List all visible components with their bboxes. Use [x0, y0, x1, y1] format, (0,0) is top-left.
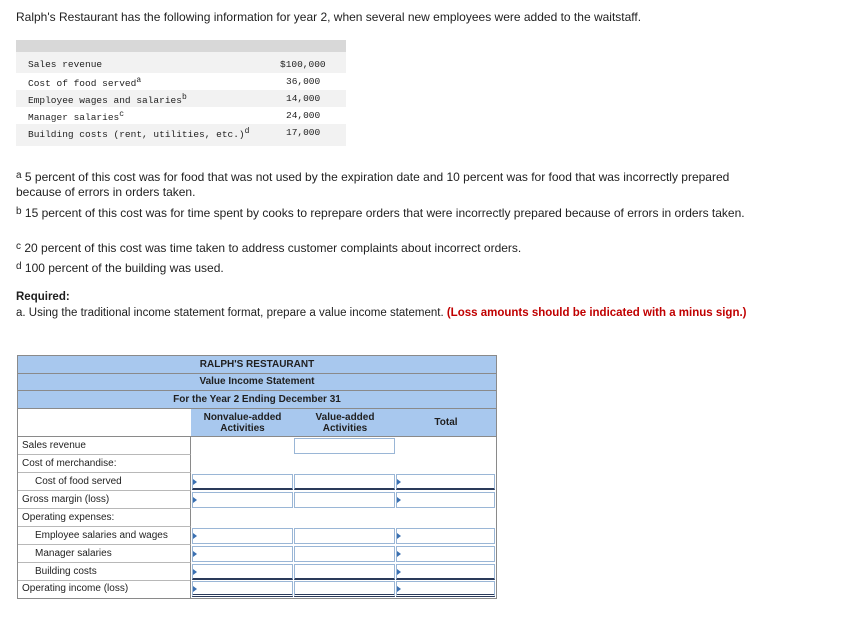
- total-input[interactable]: [396, 581, 495, 597]
- given-row: [16, 90, 346, 107]
- statement-period: For the Year 2 Ending December 31: [18, 391, 496, 409]
- given-label: Employee wages and salaries$^b$: [28, 93, 187, 106]
- loss-note: (Loss amounts should be indicated with a minus sign.): [446, 307, 747, 319]
- statement-title: Value Income Statement: [18, 374, 496, 391]
- footnote-d: $^d$ 100 percent of the building was used.: [16, 261, 224, 275]
- company-name: RALPH'S RESTAURANT: [18, 356, 496, 374]
- footnote-c: $^c$ 20 percent of this cost was time taken to address customer complaints about incorrect orders.: [16, 241, 522, 255]
- total-input[interactable]: [396, 492, 495, 508]
- total-input[interactable]: [396, 546, 495, 562]
- row-label: Cost of food served: [18, 473, 191, 491]
- value-added-input[interactable]: [294, 528, 395, 544]
- given-value: 17,000: [286, 127, 321, 138]
- value-added-input[interactable]: [294, 438, 395, 454]
- given-row: [16, 124, 346, 141]
- row-label: Operating expenses:: [18, 509, 191, 527]
- given-row: [16, 73, 346, 90]
- given-value: 14,000: [286, 93, 321, 104]
- given-value: 24,000: [286, 110, 321, 121]
- row-label: Cost of merchandise:: [18, 455, 191, 473]
- dropdown-caret-icon: [193, 479, 197, 485]
- given-label: Manager salaries$^c$: [28, 110, 125, 123]
- table-row: [18, 437, 496, 455]
- given-row: [16, 56, 346, 73]
- row-label: Sales revenue: [18, 437, 191, 455]
- dropdown-caret-icon: [397, 479, 401, 485]
- dropdown-caret-icon: [397, 586, 401, 592]
- col-total: Total: [396, 409, 496, 437]
- table-row: [18, 545, 496, 563]
- nonvalue-added-input[interactable]: [192, 474, 293, 490]
- footnote-b: $^b$ 15 percent of this cost was for time spent by cooks to reprepare orders that were incorrectly prepared because of errors in orders taken.: [16, 206, 745, 220]
- footnote-a: $^a$ 5 percent of this cost was for food that was not used by the expiration date and 10 percent was for food that was incorrectly prepared because of errors in orders taken.: [16, 170, 730, 199]
- given-label: Sales revenue: [28, 59, 103, 70]
- nonvalue-added-input[interactable]: [192, 546, 293, 562]
- required-heading: Required:: [16, 291, 70, 303]
- given-label: Cost of food served$^a$: [28, 76, 142, 89]
- row-label: Manager salaries: [18, 545, 191, 563]
- row-label: Building costs: [18, 563, 191, 581]
- col-value-added: Value-added Activities: [294, 409, 397, 437]
- value-added-input[interactable]: [294, 581, 395, 597]
- table-row: [18, 563, 496, 581]
- col-nonvalue-added: Nonvalue-added Activities: [191, 409, 295, 437]
- row-label: Operating income (loss): [18, 580, 191, 598]
- required-part-a: a. Using the traditional income statement format, prepare a value income statement. (Loss amounts should be indicated with a minus sign.): [16, 307, 747, 319]
- table-row: [18, 527, 496, 545]
- dropdown-caret-icon: [397, 551, 401, 557]
- table-row: [18, 491, 496, 509]
- dropdown-caret-icon: [397, 569, 401, 575]
- value-added-input[interactable]: [294, 546, 395, 562]
- row-label: Employee salaries and wages: [18, 527, 191, 545]
- table-row: [18, 455, 496, 473]
- total-input[interactable]: [396, 564, 495, 580]
- dropdown-caret-icon: [193, 569, 197, 575]
- table-row: [18, 580, 496, 598]
- dropdown-caret-icon: [397, 497, 401, 503]
- given-label: Building costs (rent, utilities, etc.)$^d$: [28, 127, 250, 140]
- nonvalue-added-input[interactable]: [192, 492, 293, 508]
- total-input[interactable]: [396, 528, 495, 544]
- dropdown-caret-icon: [193, 533, 197, 539]
- dropdown-caret-icon: [193, 551, 197, 557]
- value-added-input[interactable]: [294, 474, 395, 490]
- nonvalue-added-input[interactable]: [192, 528, 293, 544]
- dropdown-caret-icon: [193, 497, 197, 503]
- nonvalue-added-input[interactable]: [192, 564, 293, 580]
- table-row: [18, 473, 496, 491]
- table-row: [18, 509, 496, 527]
- total-input[interactable]: [396, 474, 495, 490]
- given-value: 36,000: [286, 76, 321, 87]
- value-added-input[interactable]: [294, 492, 395, 508]
- intro-text: Ralph's Restaurant has the following information for year 2, when several new employees were added to the waitstaff.: [16, 10, 642, 24]
- given-data-table: [16, 40, 346, 146]
- value-income-statement: [17, 355, 497, 599]
- given-row: [16, 107, 346, 124]
- dropdown-caret-icon: [193, 586, 197, 592]
- given-value: $100,000: [280, 59, 326, 70]
- label-column-header: [18, 409, 192, 437]
- nonvalue-added-input[interactable]: [192, 581, 293, 597]
- dropdown-caret-icon: [397, 533, 401, 539]
- row-label: Gross margin (loss): [18, 491, 191, 509]
- value-added-input[interactable]: [294, 564, 395, 580]
